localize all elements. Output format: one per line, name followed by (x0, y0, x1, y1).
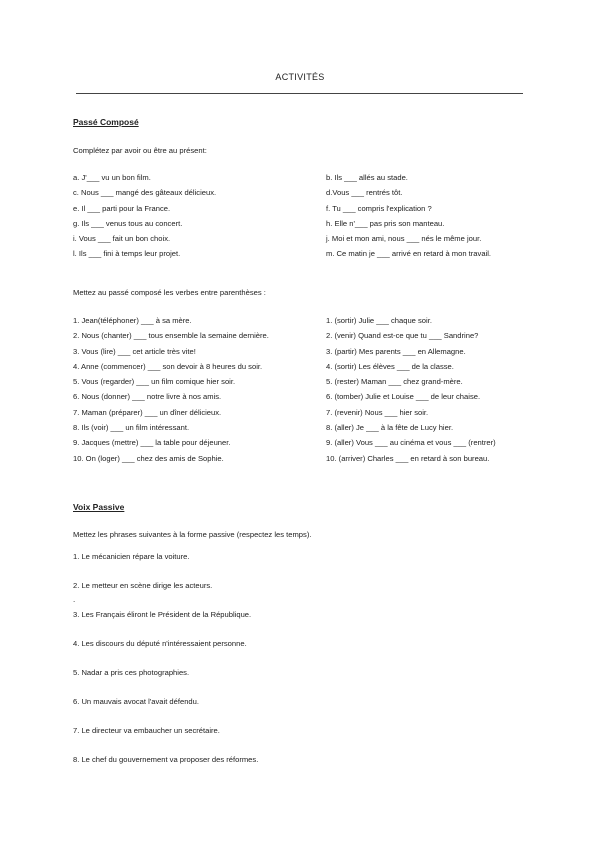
list-item: 4. Les discours du député n'intéressaient personne. (73, 639, 247, 648)
exercise-item: 7. Maman (préparer) ___ un dîner délicieux. (73, 407, 222, 417)
exercise-item: a. J'___ vu un bon film. (73, 173, 151, 182)
exercise-item: g. Ils ___ venus tous au concert. (73, 218, 183, 228)
exercise-item: 2. Nous (chanter) ___ tous ensemble la semaine dernière. (73, 331, 269, 341)
exercise-item: 2. (venir) Quand est-ce que tu ___ Sandrine? (326, 331, 479, 341)
list-item: 2. Le metteur en scène dirige les acteurs. (73, 581, 213, 590)
exercise-item: 1. (sortir) Julie ___ chaque soir. (326, 316, 432, 325)
exercise-item: 7. (revenir) Nous ___ hier soir. (326, 407, 429, 417)
exercise-item: 3. Vous (lire) ___ cet article très vite! (73, 346, 196, 356)
list-item: 3. Les Français éliront le Président de la République. (73, 610, 252, 619)
exercise-item: 6. (tomber) Julie et Louise ___ de leur chaise. (326, 392, 481, 402)
exercise-item: 5. Vous (regarder) ___ un film comique hier soir. (73, 377, 236, 387)
exercise1-instruction: Complétez par avoir ou être au présent: (73, 146, 207, 155)
exercise2-instruction: Mettez au passé composé les verbes entre parenthèses : (73, 288, 266, 297)
exercise-item: d.Vous ___ rentrés tôt. (326, 188, 403, 198)
exercise-item: b. Ils ___ allés au stade. (326, 173, 408, 182)
exercise2-right-column (326, 313, 496, 466)
exercise-item: 1. Jean(téléphoner) ___ à sa mère. (73, 316, 192, 325)
exercise-item: 10. (arriver) Charles ___ en retard à son bureau. (326, 453, 490, 463)
exercise-item: 3. (partir) Mes parents ___ en Allemagne. (326, 346, 466, 356)
exercise-item: i. Vous ___ fait un bon choix. (73, 234, 171, 244)
exercise-item: m. Ce matin je ___ arrivé en retard à mon travail. (326, 249, 492, 259)
exercise-item: 9. (aller) Vous ___ au cinéma et vous ___ (rentrer) (326, 438, 496, 448)
exercise-item: 8. Ils (voir) ___ un film intéressant. (73, 423, 190, 433)
exercise-item: 4. (sortir) Les élèves ___ de la classe. (326, 361, 454, 371)
section-heading-passe-compose: Passé Composé (73, 117, 139, 127)
exercise-item: c. Nous ___ mangé des gâteaux délicieux. (73, 188, 217, 198)
voix-passive-instruction: Mettez les phrases suivantes à la forme passive (respectez les temps). (73, 530, 312, 539)
exercise-item: h. Elle n'___ pas pris son manteau. (326, 218, 445, 228)
exercise-item: 9. Jacques (mettre) ___ la table pour déjeuner. (73, 438, 231, 448)
list-item: 8. Le chef du gouvernement va proposer des réformes. (73, 755, 259, 764)
title-divider (76, 93, 523, 94)
exercise-item: 5. (rester) Maman ___ chez grand-mère. (326, 377, 463, 387)
exercise-item: f. Tu ___ compris l'explication ? (326, 203, 432, 213)
exercise-item: l. Ils ___ fini à temps leur projet. (73, 249, 181, 259)
exercise-item: 6. Nous (donner) ___ notre livre à nos amis. (73, 392, 222, 402)
list-item: 5. Nadar a pris ces photographies. (73, 668, 190, 677)
list-item: 6. Un mauvais avocat l'avait défendu. (73, 697, 199, 706)
list-item: 1. Le mécanicien répare la voiture. (73, 552, 190, 561)
document-title: ACTIVITÉS (275, 72, 325, 82)
exercise2-left-column (73, 313, 269, 466)
stray-dot: . (73, 595, 76, 604)
exercise-item: 4. Anne (commencer) ___ son devoir à 8 heures du soir. (73, 361, 263, 371)
section-heading-voix-passive: Voix Passive (73, 502, 125, 512)
exercise1-right-column (326, 170, 491, 262)
list-item: 7. Le directeur va embaucher un secrétaire. (73, 726, 220, 735)
exercise1-left-column (73, 170, 216, 262)
exercise-item: j. Moi et mon ami, nous ___ nés le même jour. (326, 234, 482, 244)
exercise-item: e. Il ___ parti pour la France. (73, 203, 171, 213)
exercise-item: 10. On (loger) ___ chez des amis de Sophie. (73, 453, 224, 463)
exercise-item: 8. (aller) Je ___ à la fête de Lucy hier. (326, 423, 454, 433)
